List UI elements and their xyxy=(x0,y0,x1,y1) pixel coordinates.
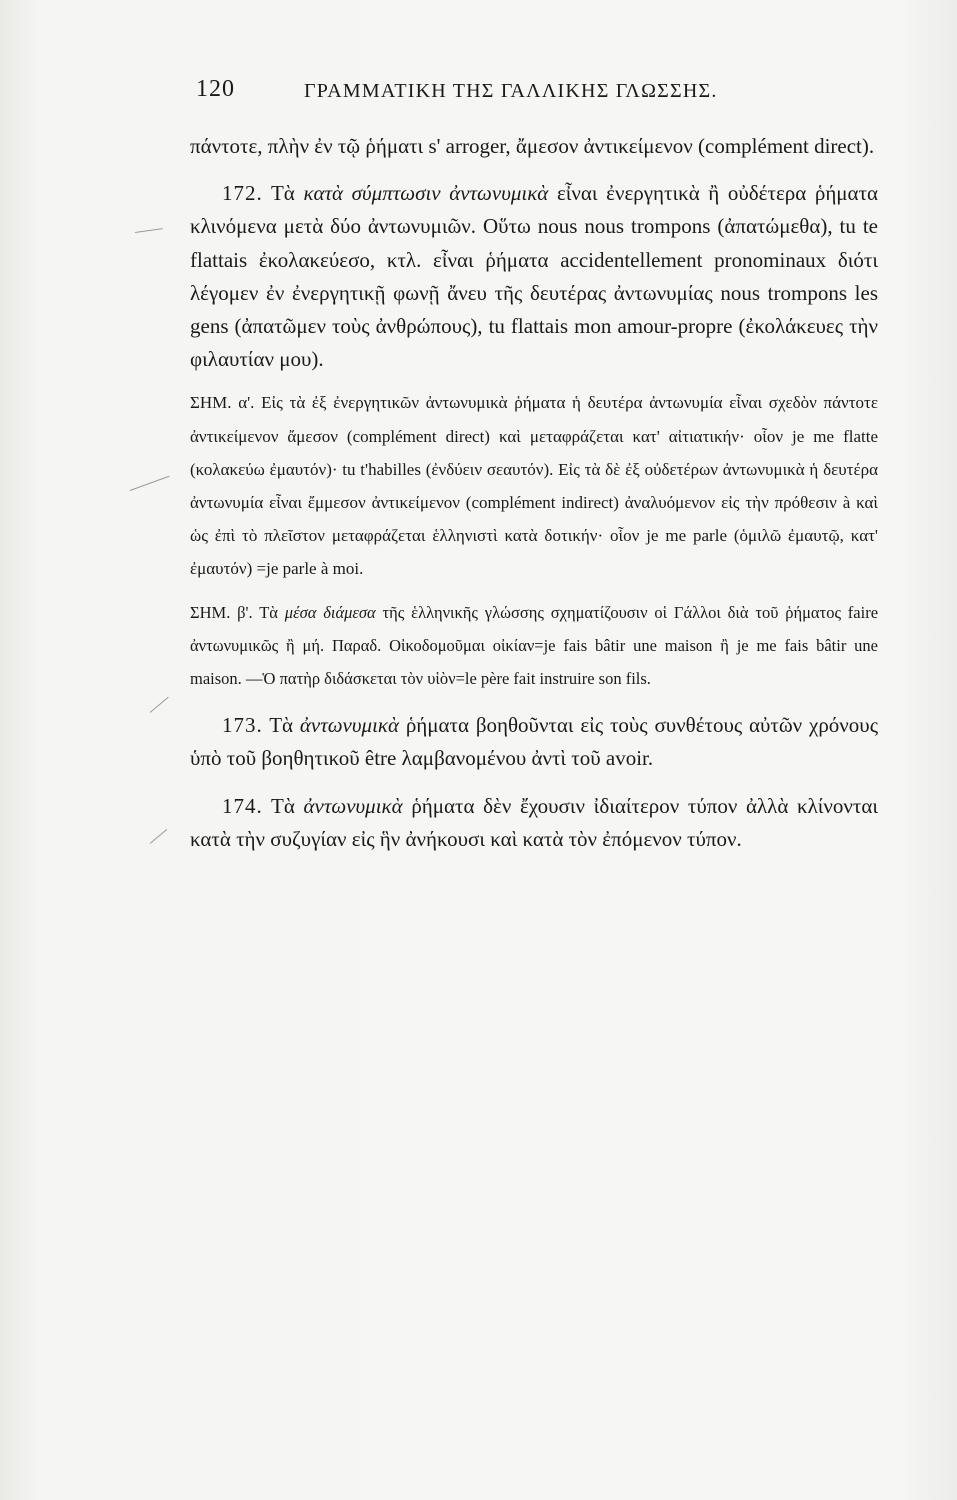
page-number: 120 xyxy=(196,76,235,102)
section-number: 174. xyxy=(222,793,263,818)
margin-mark xyxy=(135,228,163,233)
paragraph-intro: πάντοτε, πλὴν ἐν τῷ ῥήματι s' arroger, ἄμεσον ἀντικείμενον (complément direct). xyxy=(190,134,875,158)
note-label: ΣΗΜ. β'. xyxy=(190,602,253,622)
running-title: ΓΡΑΜΜΑΤΙΚΗ ΤΗΣ ΓΑΛΛΙΚΗΣ ΓΛΩΣΣΗΣ. xyxy=(304,80,718,102)
section-lead: Τὰ xyxy=(271,793,295,818)
margin-mark xyxy=(150,829,167,844)
section-number: 172. xyxy=(222,181,263,206)
note-lead: Τὰ xyxy=(259,602,278,622)
section-term: ἀντωνυμικὰ xyxy=(303,793,403,818)
note-text: Εἰς τὰ ἐξ ἐνεργητικῶν ἀντωνυμικὰ ῥήματα ἡ δευτέρα ἀντωνυμία εἶναι σχεδὸν πάντοτε ἀντικείμενον ἄμεσον (complément direct) καὶ μεταφράζεται κατ' αἰτιατικήν· οἷον je me flatte (κολακεύω ἐμαυτόν)· tu t'habilles (ἐνδύειν σεαυτόν). Εἰς τὰ δὲ ἐξ οὐδετέρων ἀντωνυμικὰ ἡ δευτέρα ἀντωνυμία εἶναι ἔμμεσον ἀντικείμενον (complément indirect) ἀναλυόμενον εἰς τὴν πρόθεσιν à καὶ ὡς ἐπὶ τὸ πλεῖστον μεταφράζεται ἑλληνιστὶ κατὰ δοτικήν· οἷον je me parle (ὁμιλῶ ἐμαυτῷ, κατ' ἐμαυτόν) =je parle à moi. xyxy=(190,393,878,579)
margin-mark xyxy=(150,697,169,713)
note-b xyxy=(190,596,878,696)
section-172 xyxy=(190,177,878,376)
note-text: τῆς ἑλληνικῆς γλώσσης σχηματίζουσιν οἱ Γάλλοι διὰ τοῦ ῥήματος faire ἀντωνυμικῶς ἢ μή. Παραδ. Οἰκοδομοῦμαι οἰκίαν=je fais bâtir une maison ἢ je me fais bâtir une maison. —Ὁ πατὴρ διδάσκεται τὸν υἱὸν=le père fait instruire son fils. xyxy=(190,602,879,689)
note-term: μέσα διάμεσα xyxy=(284,602,376,622)
section-term: κατὰ σύμπτωσιν ἀντωνυμικὰ xyxy=(303,181,549,206)
section-text: ῥήματα δὲν ἔχουσιν ἰδιαίτερον τύπον ἀλλὰ κλίνονται κατὰ τὴν συζυγίαν εἰς ἣν ἀνήκουσι καὶ κατὰ τὸν ἐπόμενον τύπον. xyxy=(190,793,879,851)
section-number: 173. xyxy=(222,713,263,738)
note-label: ΣΗΜ. α'. xyxy=(190,393,255,413)
main-text xyxy=(190,130,878,856)
section-lead: Τὰ xyxy=(269,713,294,738)
margin-mark xyxy=(130,476,170,491)
section-lead: Τὰ xyxy=(270,181,295,206)
page-header xyxy=(196,72,876,112)
section-text: εἶναι ἐνεργητικὰ ἢ οὐδέτερα ῥήματα κλινόμενα μετὰ δύο ἀντωνυμιῶν. Οὕτω nous nous trompons (ἀπατώμεθα), tu te flattais ἐκολακεύεσο, κτλ. εἶναι ῥήματα accidentellement pronominaux διότι λέγομεν ἐν ἐνεργητικῇ φωνῇ ἄνευ τῆς δευτέρας ἀντωνυμίας nous trompons les gens (ἀπατῶμεν τοὺς ἀνθρώπους), tu flattais mon amour-propre (ἐκολάκευες τὴν φιλαυτίαν μου). xyxy=(190,181,879,372)
section-text: ῥήματα βοηθοῦνται εἰς τοὺς συνθέτους αὐτῶν χρόνους ὑπὸ τοῦ βοηθητικοῦ être λαμβανομένου ἀντὶ τοῦ avoir. xyxy=(190,713,879,771)
section-174 xyxy=(190,790,878,856)
note-a xyxy=(190,386,878,585)
section-173 xyxy=(190,709,878,775)
section-term: ἀντωνυμικὰ xyxy=(299,713,399,738)
